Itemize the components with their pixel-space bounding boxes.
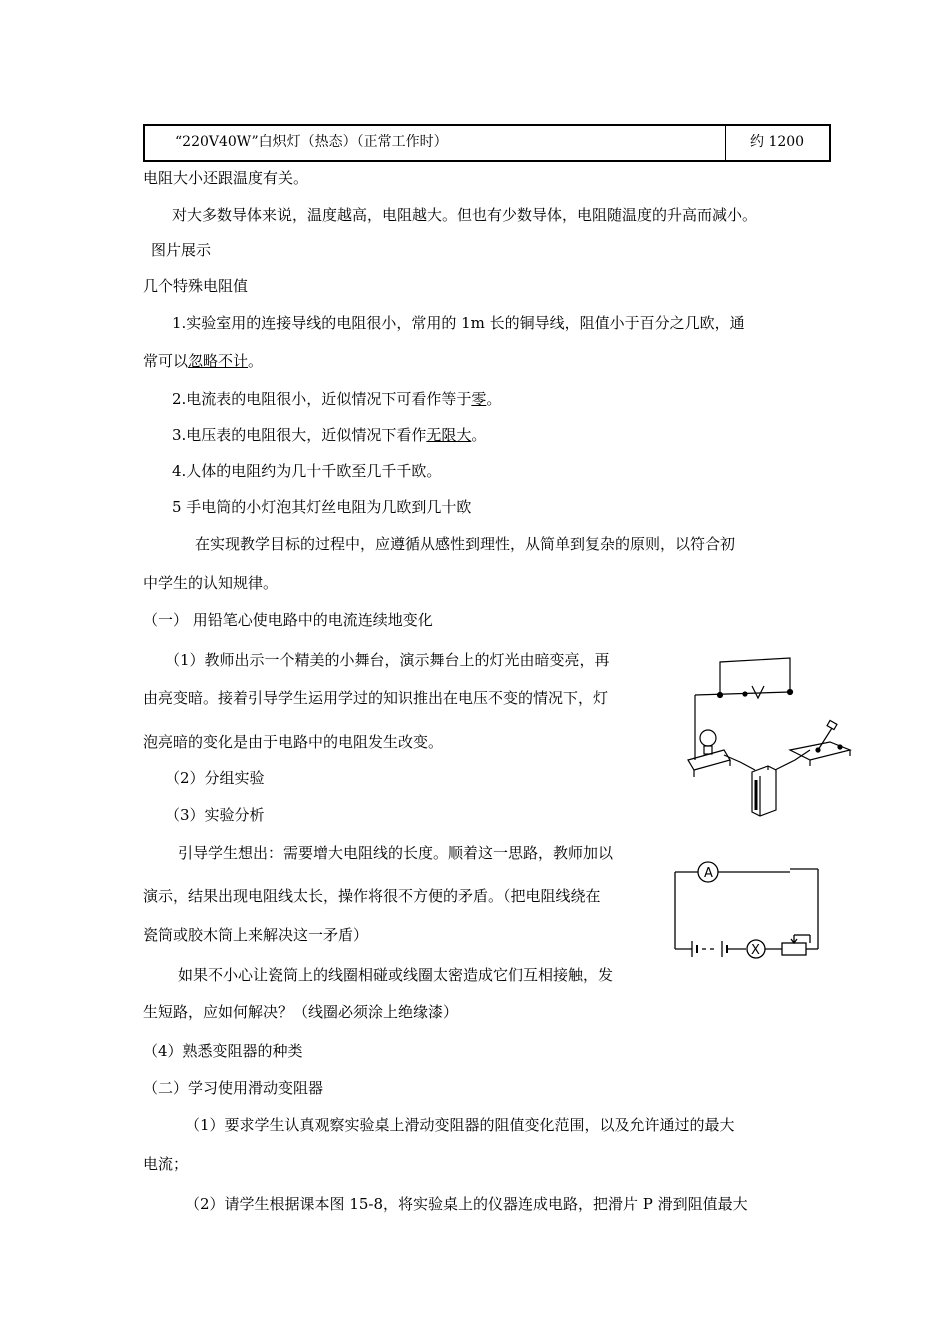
step-3-line5: 生短路，应如何解决？（线圈必须涂上绝缘漆）	[143, 1003, 459, 1021]
resistance-table	[143, 124, 831, 162]
ammeter-label: A	[704, 866, 713, 881]
task-1-line1: （1）要求学生认真观察实验桌上滑动变阻器的阻值变化范围，以及允许通过的最大	[185, 1116, 735, 1134]
section-heading-1: （一） 用铅笔心使电路中的电流连续地变化	[143, 611, 433, 629]
paragraph-goal-1: 在实现教学目标的过程中，应遵循从感性到理性，从简单到复杂的原则，以符合初	[195, 535, 736, 553]
paragraph-temperature-2: 对大多数导体来说，温度越高，电阻越大。但也有少数导体，电阻随温度的升高而减小。	[172, 206, 758, 224]
list-item-5: 5 手电筒的小灯泡其灯丝电阻为几欧到几十欧	[172, 498, 472, 516]
step-3-line1: 引导学生想出：需要增大电阻线的长度。顺着这一思路，教师加以	[178, 844, 614, 862]
list-item-2: 2.电流表的电阻很小，近似情况下可看作等于零。	[172, 390, 502, 408]
paragraph-goal-2: 中学生的认知规律。	[143, 574, 279, 592]
lamp-symbol-label: X	[751, 943, 760, 958]
label-picture-show: 图片展示	[151, 241, 212, 259]
task-1-line2: 电流；	[143, 1155, 189, 1173]
list-item-1-line1: 1.实验室用的连接导线的电阻很小，常用的 1m 长的铜导线，阻值小于百分之几欧，通	[172, 314, 745, 332]
step-4: （4）熟悉变阻器的种类	[143, 1042, 303, 1060]
step-3: （3）实验分析	[165, 806, 265, 824]
task-2-line1: （2）请学生根据课本图 15-8，将实验桌上的仪器连成电路，把滑片 P 滑到阻值最大	[185, 1195, 748, 1213]
paragraph-temperature-1: 电阻大小还跟温度有关。	[143, 169, 309, 187]
table-cell-item: “220V40W”白炽灯（热态）（正常工作时）	[144, 125, 726, 161]
step-1-line1: （1）教师出示一个精美的小舞台，演示舞台上的灯光由暗变亮，再	[165, 651, 610, 669]
apparatus-illustration	[680, 650, 855, 825]
heading-special-values: 几个特殊电阻值	[143, 277, 249, 295]
step-2: （2）分组实验	[165, 769, 265, 787]
list-item-1-line2: 常可以忽略不计。	[143, 352, 264, 370]
step-1-line3: 泡亮暗的变化是由于电路中的电阻发生改变。	[143, 733, 444, 751]
step-3-line4: 如果不小心让瓷筒上的线圈相碰或线圈太密造成它们互相接触，发	[178, 966, 614, 984]
step-3-line3: 瓷筒或胶木筒上来解决这一矛盾）	[143, 926, 369, 944]
circuit-diagram	[670, 855, 830, 965]
list-item-4: 4.人体的电阻约为几十千欧至几千千欧。	[172, 462, 442, 480]
list-item-3: 3.电压表的电阻很大，近似情况下看作无限大。	[172, 426, 487, 444]
table-cell-value: 约 1200	[726, 125, 831, 161]
step-3-line2: 演示，结果出现电阻线太长，操作将很不方便的矛盾。（把电阻线绕在	[143, 887, 601, 905]
step-1-line2: 由亮变暗。接着引导学生运用学过的知识推出在电压不变的情况下，灯	[143, 689, 609, 707]
table-row	[144, 125, 830, 161]
section-heading-2: （二）学习使用滑动变阻器	[143, 1079, 324, 1097]
